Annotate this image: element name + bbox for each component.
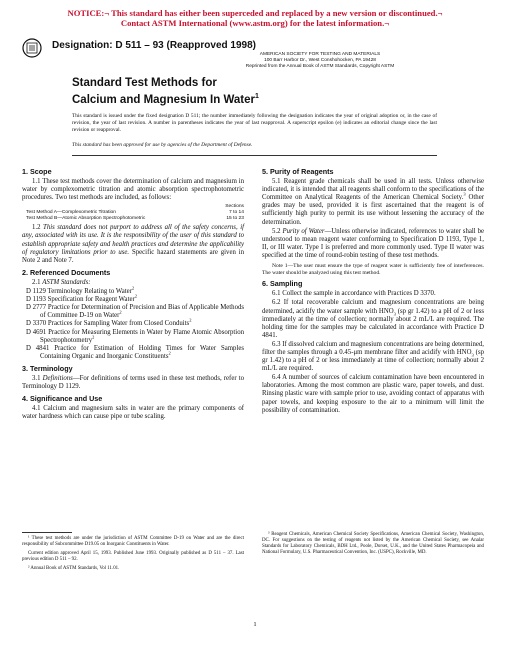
method-a-name: Test Method A—Complexometric Titration <box>26 210 116 216</box>
reference-item: D 3370 Practices for Sampling Water from Closed Conduits$^2$ <box>26 318 192 328</box>
publisher-address: 100 Barr Harbor Dr., West Conshohocken, PA 19428 <box>264 58 376 63</box>
left-column <box>22 164 244 422</box>
footnotes-left <box>22 532 244 575</box>
section-heading-significance: 4. Significance and Use <box>22 394 103 404</box>
footnote-2: ² Annual Book of ASTM Standards, Vol 11.01. <box>28 566 120 571</box>
reference-item: D 4691 Practice for Measuring Elements in Water by Flame Atomic Absorption Spectrophotometry$^2$ <box>26 328 244 344</box>
paragraph-2-1: 2.1 ASTM Standards: <box>32 278 91 286</box>
notice-line-2: Contact ASTM International (www.astm.org) for the latest information.¬ <box>120 18 390 28</box>
paragraph-5-1: 5.1 Reagent grade chemicals shall be used in all tests. Unless otherwise indicated, it is intended that all reagents shall conform to the specifications of the Committee on Analytical Reagents of the American Chemical Society.$^3$ Other grades may be used, provided it is first ascertained that the reagent is of sufficiently high purity to permit its use without lessening the accuracy of the determination. <box>262 178 484 226</box>
section-heading-terminology: 3. Terminology <box>22 363 73 373</box>
reprint-note: Reprinted from the Annual Book of ASTM Standards, Copyright ASTM <box>245 64 395 69</box>
standard-issuance-note: This standard is issued under the fixed designation D 511; the number immediately following the designation indicates the year of original adoption or, in the case of revision, the year of last revision. A number in parentheses indicates the year of last reapproval. A superscript epsilon (e) indicates an editorial change since the last revision or reapproval. <box>72 113 437 133</box>
footnote-divider <box>22 532 72 533</box>
dod-approval-note: This standard has been approved for use by agencies of the Department of Defense. <box>72 142 253 148</box>
method-a-sections: 7 to 14 <box>229 210 244 216</box>
footnote-1: ¹ These test methods are under the jurisdiction of ASTM Committee D-19 on Water and are the direct responsibility of Subcommittee D19.05 on Inorganic Constituents in Water. <box>22 536 244 547</box>
paragraph-1-1: 1.1 These test methods cover the determination of calcium and magnesium in water by complexometric titration and atomic absorption spectrophotometric procedures. Two test methods are included, as follows: <box>22 178 244 202</box>
paragraph-6-3: 6.3 If dissolved calcium and magnesium concentrations are being determined, filter the samples through a 0.45-μm membrane filter and acidify with $HNO_3$ (sp gr 1.42) to a pH of 2 or less immediately at time of collection; normally about 2 mL/L are required. <box>262 340 484 373</box>
designation: Designation: D 511 – 93 (Reapproved 1998) <box>52 40 256 51</box>
notice-banner <box>0 8 510 28</box>
paragraph-5-2: 5.2 Purity of Water—Unless otherwise indicated, references to water shall be understood to mean reagent water conforming to Specification D 1193, Type 1, II, or III water. Type I is preferred and more commonly used. Type II water was specified at the time of round-robin testing of these test methods. <box>262 227 484 259</box>
astm-logo-icon <box>22 37 42 59</box>
reference-item: D 2777 Practice for Determination of Precision and Bias of Applicable Methods of Committee D-19 on Water$^2$ <box>26 304 245 320</box>
footnote-1-edition: Current edition approved April 15, 1993. Published June 1993. Originally published as D 511 – 37. Last previous edition D 511 – 92. <box>22 551 244 562</box>
sections-label: Sections <box>225 204 244 210</box>
method-b-sections: 15 to 23 <box>226 216 244 222</box>
reference-item: D 1193 Specification for Reagent Water$^2$ <box>26 293 137 304</box>
document-title <box>72 77 259 107</box>
methods-list <box>26 204 244 222</box>
paragraph-3-1: 3.1 Definitions—For definitions of terms used in these test methods, refer to Terminology D 1129. <box>22 374 244 391</box>
section-heading-sampling: 6. Sampling <box>262 279 303 289</box>
page-number: 1 <box>253 621 257 628</box>
paragraph-6-4: 6.4 A number of sources of calcium contamination have been encountered in laboratories. Among the most common are plastic ware, paper towels, and dust. Rinsing plastic ware with sample prior to use, avoiding contact of apparatus with paper towels, and keeping exposure to the air to a minimum will limit the possibility of contamination. <box>262 374 484 414</box>
notice-line-1: NOTICE:¬ This standard has either been superceded and replaced by a new version or discontinued.¬ <box>67 8 443 18</box>
divider <box>72 155 437 156</box>
footnotes-right <box>262 532 484 559</box>
section-heading-scope: 1. Scope <box>22 167 52 176</box>
paragraph-1-2: 1.2 This standard does not purport to address all of the safety concerns, if any, associated with its use. It is the responsibility of the user of this standard to establish appropriate safety and health practices and determine the applicability of regulatory limitations prior to use. Specific hazard statements are given in Note 2 and Note 7. <box>22 224 244 264</box>
section-heading-purity: 5. Purity of Reagents <box>262 167 334 176</box>
reference-item: D 1129 Terminology Relating to Water$^2$ <box>26 285 135 296</box>
reference-item: D 4841 Practice for Estimation of Holding Times for Water Samples Containing Organic and Inorganic Constituents$^2$ <box>26 344 244 360</box>
paragraph-6-2: 6.2 If total recoverable calcium and magnesium concentrations are being determined, acidify the water sample with $HNO_3$ (sp gr 1.42) to a pH of 2 or less immediately at the time of collection; normally about 2 mL/L are required. The holding time for the samples may be calculated in accordance with Practice D 4841. <box>262 299 484 339</box>
paragraph-6-1: 6.1 Collect the sample in accordance with Practices D 3370. <box>272 290 436 298</box>
publisher-name: AMERICAN SOCIETY FOR TESTING AND MATERIALS <box>259 52 381 57</box>
paragraph-4-1: 4.1 Calcium and magnesium salts in water are the primary components of water hardness which can cause pipe or tube scaling. <box>22 405 244 421</box>
title-footnote-ref: 1 <box>254 93 259 100</box>
section-heading-referenced-documents: 2. Referenced Documents <box>22 267 111 277</box>
title-line-1: Standard Test Methods for <box>72 77 217 89</box>
publisher-info <box>200 52 440 70</box>
method-b-name: Test Method B—Atomic Absorption Spectrophotometric <box>26 216 146 222</box>
footnote-3: ³ Reagent Chemicals, American Chemical Society Specifications, American Chemical Society, Washington, DC. For suggestions on the testing of reagents not listed by the American Chemical Society, see Analar Standards for Laboratory Chemicals, BDH Ltd., Poole, Dorset, U.K., and the United States Pharmacopeia and National Formulary, U.S. Pharmaceutical Convention, Inc. (USPC), Rockville, MD. <box>262 532 484 555</box>
title-line-2: Calcium and Magnesium In Water <box>72 93 255 106</box>
right-column <box>262 164 484 416</box>
note-1: Note 1—The user must ensure the type of reagent water is sufficiently free of interferences. The water should be analyzed using this test method. <box>262 263 484 276</box>
